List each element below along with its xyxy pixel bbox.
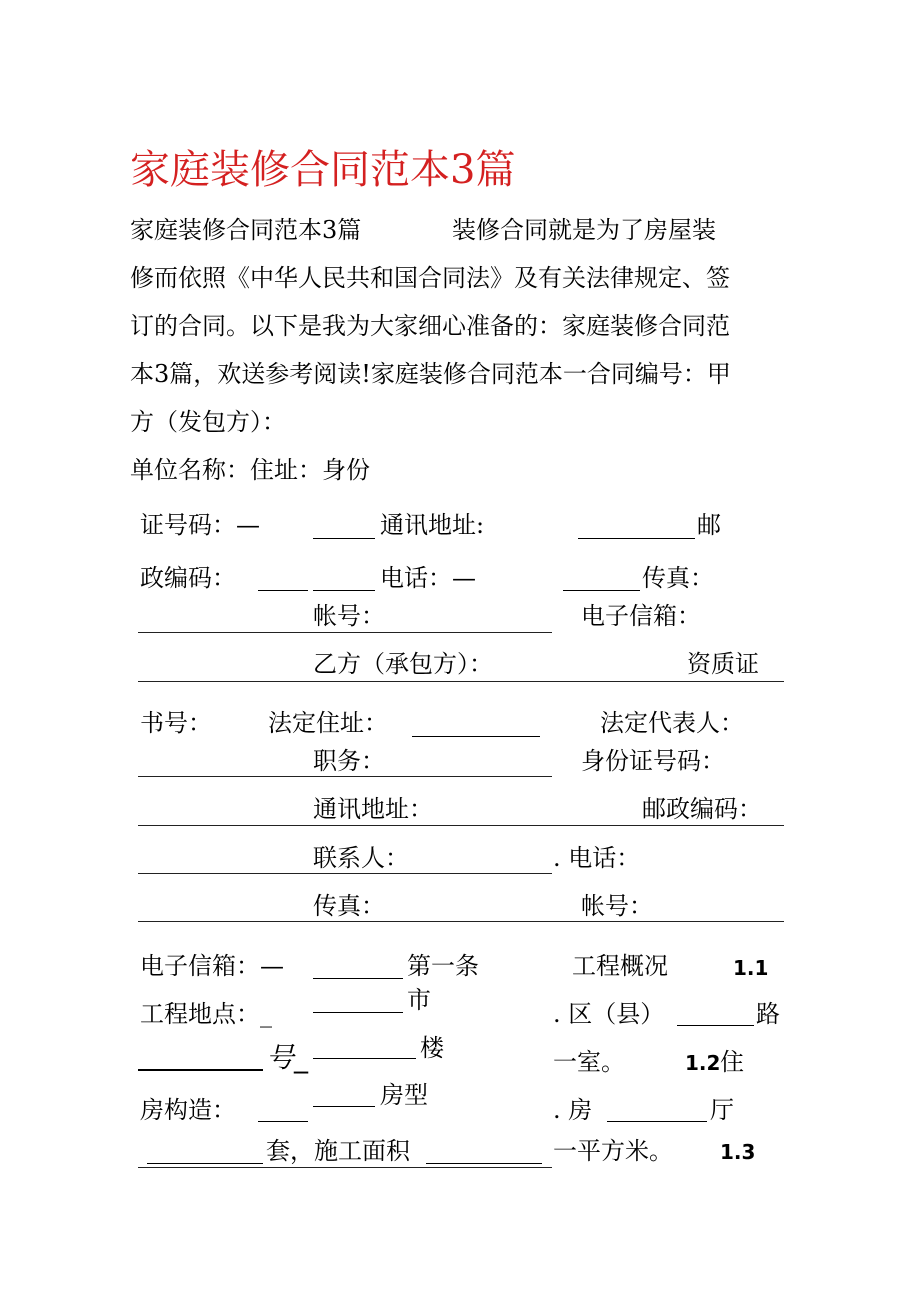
blank-underline (147, 1163, 263, 1164)
party-a-address-label: 通讯地址: (380, 511, 485, 539)
field-line (138, 776, 552, 777)
field-line (138, 825, 784, 826)
party-b-id-label: 身份证号码： (581, 747, 725, 775)
party-a-post-code-label: 政编码： (140, 564, 236, 592)
blank-underline (313, 1058, 416, 1059)
blank-underline (607, 1121, 707, 1122)
party-b-post-code-label: 邮政编码： (642, 795, 762, 823)
blank-underline (677, 1025, 754, 1026)
document-title: 家庭装修合同范本3篇 (130, 147, 516, 193)
party-b-fax-label: 传真： (313, 892, 385, 920)
number-label: 号_ (266, 1041, 309, 1074)
intro-line-5: 方（发包方）： (130, 408, 286, 436)
field-line (138, 873, 552, 874)
party-a-post-part: 邮 (697, 511, 721, 539)
blank-underline (313, 590, 375, 591)
party-b-position-label: 职务： (313, 747, 385, 775)
party-b-phone-label: . 电话： (553, 844, 641, 872)
intro-line-1b: 装修合同就是为了房屋装 (452, 216, 716, 244)
intro-line-2: 修而依照《中华人民共和国合同法》及有关法律规定、签 (130, 264, 730, 292)
square-meter-label: 一平方米。 (553, 1137, 673, 1165)
blank-underline (138, 1069, 263, 1071)
road-label: 路 (756, 1000, 780, 1028)
field-line (138, 681, 784, 682)
blank-underline (313, 1106, 375, 1107)
city-label: 市 (407, 986, 431, 1014)
party-a-fax-label: 传真： (642, 564, 714, 592)
blank-underline (412, 736, 540, 737)
party-b-account-label: 帐号： (581, 892, 653, 920)
party-b-contact-label: 联系人： (313, 844, 409, 872)
construction-area-label: 套，施工面积 (266, 1137, 410, 1165)
district-label: . 区（县） (553, 1000, 665, 1028)
blank-underline (313, 1012, 403, 1013)
hall-label: 厅 (710, 1096, 734, 1124)
party-a-id-label: 证号码：— (140, 511, 260, 539)
field-line (138, 632, 552, 633)
residence-label: 住 (720, 1048, 744, 1076)
blank-underline (578, 538, 695, 539)
party-a-email-label: 电子信箱： (581, 602, 701, 630)
clause-1-2-number: 1.2 (685, 1051, 721, 1075)
blank-underline (313, 538, 375, 539)
intro-line-3: 订的合同。以下是我为大家细心准备的：家庭装修合同范 (130, 312, 730, 340)
party-a-phone-label: 电话：— (380, 564, 476, 592)
house-structure-label: 房构造： (140, 1096, 236, 1124)
project-email-label: 电子信箱：— (140, 952, 284, 980)
party-b-label: 乙方（承包方）： (313, 650, 493, 678)
intro-line-1a: 家庭装修合同范本3篇 (130, 216, 362, 244)
party-b-legal-addr-label: 法定住址： (268, 709, 388, 737)
house-type-label: 房型 (380, 1081, 428, 1109)
field-line (138, 921, 784, 922)
party-b-cert-label-2: 书号： (140, 709, 212, 737)
blank-underline (258, 1121, 308, 1122)
clause-1-3-number: 1.3 (720, 1140, 756, 1164)
blank-underline (563, 590, 640, 591)
intro-line-6: 单位名称：住址：身份 (130, 456, 370, 484)
party-b-legal-rep-label: 法定代表人： (600, 709, 744, 737)
project-overview-label: 工程概况 (572, 952, 668, 980)
intro-line-4: 本3篇，欢送参考阅读!家庭装修合同范本一合同编号：甲 (130, 360, 731, 388)
project-location-label: 工程地点：_ (140, 1000, 272, 1028)
room-count-label: . 房 (553, 1096, 593, 1124)
room-label: 一室。 (553, 1048, 625, 1076)
building-label: 楼 (420, 1034, 444, 1062)
blank-underline (313, 978, 403, 979)
article-one-label: 第一条 (407, 952, 479, 980)
blank-underline (258, 590, 308, 591)
clause-1-1-number: 1.1 (733, 956, 769, 980)
party-a-account-label: 帐号： (313, 602, 385, 630)
blank-underline (426, 1163, 542, 1164)
party-b-cert-label: 资质证 (687, 650, 759, 678)
party-b-address-label: 通讯地址： (313, 795, 433, 823)
field-line (138, 1167, 552, 1168)
